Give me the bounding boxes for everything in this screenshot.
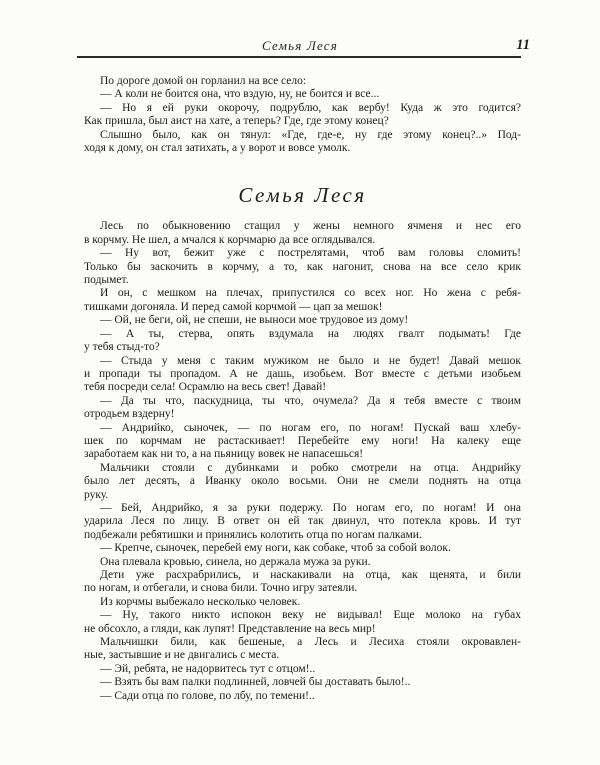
text-line: Мальчишки били, как бешеные, а Лесь и Лесиха стояли окровавлен-	[100, 636, 521, 649]
text-line: подымет.	[84, 274, 129, 287]
text-line: Как пришла, был аист на хате, а теперь? Где, где этому конец?	[84, 115, 389, 128]
text-line: — Ну вот, бежит уже с пострелятами, чтоб вам головы сломить!	[100, 247, 521, 260]
text-line: Дети уже расхрабрились, и наскакивали на отца, как щенята, и били	[100, 569, 521, 581]
text-line: Лесь по обыкновению стащил у жены немного ячменя и нес его	[100, 220, 521, 233]
text-line: — Да ты что, паскудница, ты что, очумела? Да я тебя вместе с твоим	[100, 394, 521, 407]
header-rule	[77, 56, 521, 58]
text-line: Только бы заскочить в корчму, а то, как нагонит, снова на все село крик	[84, 260, 521, 273]
text-line: отродьем вздерну!	[84, 408, 175, 421]
text-line: — Ну, такого никто испокон веку не видывал! Еще молоко на губах	[100, 609, 521, 622]
page-number: 11	[516, 37, 530, 53]
text-line: ные, застывшие и не двигались с места.	[84, 649, 280, 662]
text-line: — Ой, не беги, ой, не спеши, не выноси мое трудовое из дому!	[100, 314, 409, 327]
text-line: — Взять бы вам палки подлинней, ловчей бы доставать было!..	[100, 676, 411, 689]
text-line: шек по корчмам не растаскивает! Перебейте ему ноги! На калеку еще	[84, 434, 521, 447]
text-line: — Стыда у меня с таким мужиком не было и не будет! Давай мешок	[100, 354, 521, 367]
text-line: тишками догоняла. И перед самой корчмой — цап за мешок!	[84, 300, 383, 313]
text-line: — Крепче, сыночек, перебей ему ноги, как собаке, чтоб за собой волок.	[100, 542, 451, 555]
text-line: Слышно было, как он тянул: «Где, где-е, ну где этому конец?..» Под-	[100, 128, 521, 141]
body-text-block	[84, 220, 521, 703]
text-line: в корчму. Не шел, а мчался к корчмарю да все оглядывался.	[84, 233, 376, 246]
text-line: подбежали ребятишки и принялись колотить отца по ногам палками.	[84, 528, 422, 541]
text-line: — Сади отца по голове, по лбу, по темени!..	[100, 689, 315, 702]
running-head: Семья Леся	[262, 38, 338, 53]
text-line: заработаем как ни то, а на пьяницу вовек не напасешься!	[84, 448, 364, 461]
text-line: по ногам, и отбегали, и снова били. Точно игру затеяли.	[84, 582, 358, 595]
text-line: И он, с мешком на плечах, припустился со всех ног. Но жена с ребя-	[100, 287, 521, 300]
text-line: — А коли не боится она, что вздую, ну, не боится и все...	[100, 88, 380, 101]
text-line: ходя к дому, он стал затихать, а у ворот и вовсе умолк.	[84, 142, 351, 155]
intro-text-block	[84, 75, 521, 155]
text-line: у тебя стыд-то?	[84, 341, 160, 354]
text-line: — Андрийко, сыночек, — по ногам его, по ногам! Пускай ваш хлебу-	[100, 421, 521, 434]
text-line: По дороге домой он горланил на все село:	[100, 75, 307, 87]
text-line: и пропади ты пропадом. А не дашь, изобьем. Вот вместе с детьми изобьем	[84, 367, 521, 380]
page-content	[84, 75, 521, 703]
text-line: руку.	[84, 488, 109, 501]
text-line: не обсохло, а гляди, как лупят! Представление на весь мир!	[84, 622, 376, 635]
text-line: — Но я ей руки окорочу, подрублю, как вербу! Куда ж это годится?	[100, 101, 521, 114]
text-line: — Бей, Андрийко, я за руки подержу. По ногам его, по ногам! И она	[100, 501, 521, 514]
text-line: Из корчмы выбежало несколько человек.	[100, 595, 301, 608]
text-line: Мальчики стояли с дубинками и робко смотрели на отца. Андрийку	[100, 461, 521, 474]
text-line: было лет десять, а Иванку около восьми. Они не смели поднять на отца	[84, 475, 521, 488]
text-line: — А ты, стерва, опять вздумала на людях гвалт подымать! Где	[100, 327, 521, 340]
text-line: Она плевала кровью, синела, но держала мужа за руки.	[100, 555, 371, 568]
section-title: Семья Леся	[238, 183, 367, 208]
text-line: — Эй, ребята, не надорвитесь тут с отцом!..	[100, 662, 316, 675]
text-line: ударила Леся по лицу. В ответ он ей так двинул, что потекла кровь. И тут	[84, 515, 521, 528]
text-line: тебя посреди села! Осрамлю на весь свет! Давай!	[84, 381, 327, 394]
